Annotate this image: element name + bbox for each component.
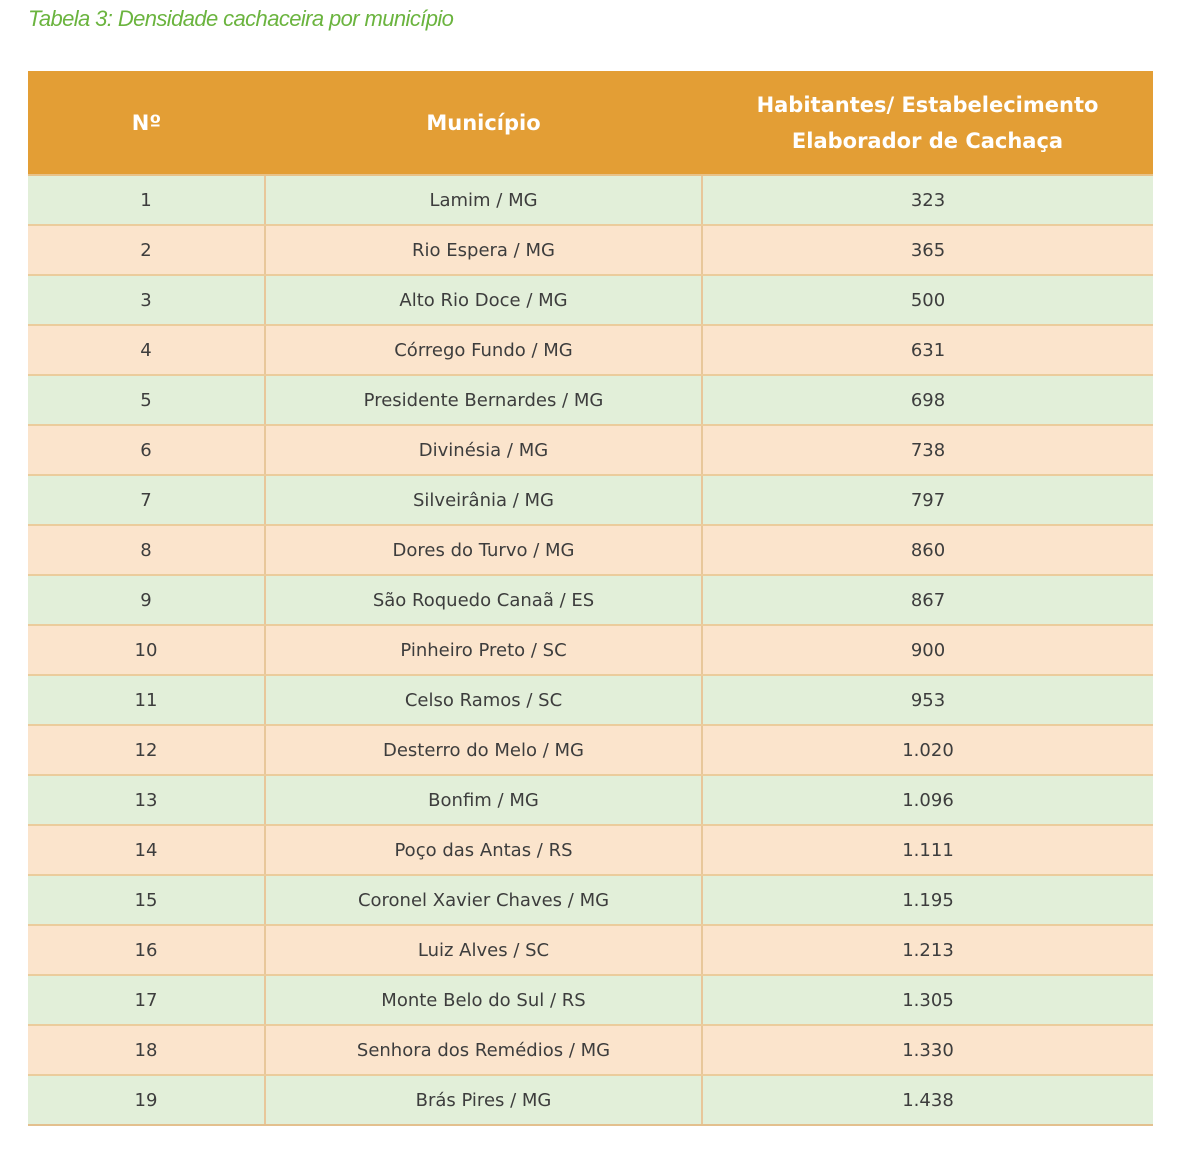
table-row xyxy=(28,325,1153,375)
cell-num: 17 xyxy=(28,975,265,1025)
table-row xyxy=(28,375,1153,425)
table-row xyxy=(28,775,1153,825)
density-table-container xyxy=(28,71,1153,1126)
cell-num: 19 xyxy=(28,1075,265,1125)
cell-num: 11 xyxy=(28,675,265,725)
header-num: Nº xyxy=(28,71,265,175)
cell-habitantes: 1.020 xyxy=(702,725,1153,775)
table-row xyxy=(28,575,1153,625)
cell-num: 6 xyxy=(28,425,265,475)
cell-habitantes: 867 xyxy=(702,575,1153,625)
cell-habitantes: 1.213 xyxy=(702,925,1153,975)
table-row xyxy=(28,975,1153,1025)
table-row xyxy=(28,875,1153,925)
header-row xyxy=(28,71,1153,175)
cell-num: 5 xyxy=(28,375,265,425)
cell-num: 10 xyxy=(28,625,265,675)
table-row xyxy=(28,175,1153,225)
cell-municipio: Desterro do Melo / MG xyxy=(265,725,702,775)
cell-num: 2 xyxy=(28,225,265,275)
header-municipio: Município xyxy=(265,71,702,175)
table-row xyxy=(28,1075,1153,1125)
cell-habitantes: 1.096 xyxy=(702,775,1153,825)
cell-habitantes: 1.330 xyxy=(702,1025,1153,1075)
cell-municipio: Coronel Xavier Chaves / MG xyxy=(265,875,702,925)
density-table xyxy=(28,71,1153,1126)
cell-municipio: Lamim / MG xyxy=(265,175,702,225)
cell-num: 8 xyxy=(28,525,265,575)
table-row xyxy=(28,425,1153,475)
cell-municipio: Dores do Turvo / MG xyxy=(265,525,702,575)
cell-num: 1 xyxy=(28,175,265,225)
table-caption: Tabela 3: Densidade cachaceira por município xyxy=(28,6,454,31)
cell-num: 7 xyxy=(28,475,265,525)
table-row xyxy=(28,475,1153,525)
cell-num: 15 xyxy=(28,875,265,925)
cell-num: 12 xyxy=(28,725,265,775)
cell-municipio: Brás Pires / MG xyxy=(265,1075,702,1125)
cell-habitantes: 1.305 xyxy=(702,975,1153,1025)
header-habitantes-line1: Habitantes/ Estabelecimento xyxy=(756,92,1099,117)
cell-municipio: Córrego Fundo / MG xyxy=(265,325,702,375)
cell-habitantes: 1.195 xyxy=(702,875,1153,925)
cell-habitantes: 797 xyxy=(702,475,1153,525)
cell-municipio: Senhora dos Remédios / MG xyxy=(265,1025,702,1075)
cell-habitantes: 860 xyxy=(702,525,1153,575)
header-habitantes-line2: Elaborador de Cachaça xyxy=(791,128,1064,153)
cell-habitantes: 1.111 xyxy=(702,825,1153,875)
cell-habitantes: 323 xyxy=(702,175,1153,225)
table-row xyxy=(28,1025,1153,1075)
cell-num: 16 xyxy=(28,925,265,975)
table-row xyxy=(28,275,1153,325)
cell-habitantes: 738 xyxy=(702,425,1153,475)
cell-municipio: Alto Rio Doce / MG xyxy=(265,275,702,325)
cell-municipio: Silveirânia / MG xyxy=(265,475,702,525)
cell-num: 3 xyxy=(28,275,265,325)
cell-municipio: Monte Belo do Sul / RS xyxy=(265,975,702,1025)
table-row xyxy=(28,525,1153,575)
header-habitantes xyxy=(702,71,1153,175)
table-row xyxy=(28,825,1153,875)
cell-num: 9 xyxy=(28,575,265,625)
table-row xyxy=(28,925,1153,975)
cell-municipio: Luiz Alves / SC xyxy=(265,925,702,975)
cell-habitantes: 365 xyxy=(702,225,1153,275)
cell-habitantes: 698 xyxy=(702,375,1153,425)
cell-municipio: Divinésia / MG xyxy=(265,425,702,475)
cell-num: 18 xyxy=(28,1025,265,1075)
cell-municipio: Pinheiro Preto / SC xyxy=(265,625,702,675)
cell-habitantes: 953 xyxy=(702,675,1153,725)
table-row xyxy=(28,725,1153,775)
table-row xyxy=(28,625,1153,675)
cell-municipio: Bonfim / MG xyxy=(265,775,702,825)
cell-habitantes: 631 xyxy=(702,325,1153,375)
table-header xyxy=(28,71,1153,175)
cell-habitantes: 900 xyxy=(702,625,1153,675)
table-body xyxy=(28,175,1153,1125)
cell-num: 4 xyxy=(28,325,265,375)
cell-habitantes: 1.438 xyxy=(702,1075,1153,1125)
cell-municipio: Rio Espera / MG xyxy=(265,225,702,275)
cell-municipio: São Roquedo Canaã / ES xyxy=(265,575,702,625)
cell-habitantes: 500 xyxy=(702,275,1153,325)
cell-num: 14 xyxy=(28,825,265,875)
cell-municipio: Poço das Antas / RS xyxy=(265,825,702,875)
cell-municipio: Celso Ramos / SC xyxy=(265,675,702,725)
cell-municipio: Presidente Bernardes / MG xyxy=(265,375,702,425)
table-row xyxy=(28,225,1153,275)
cell-num: 13 xyxy=(28,775,265,825)
table-row xyxy=(28,675,1153,725)
